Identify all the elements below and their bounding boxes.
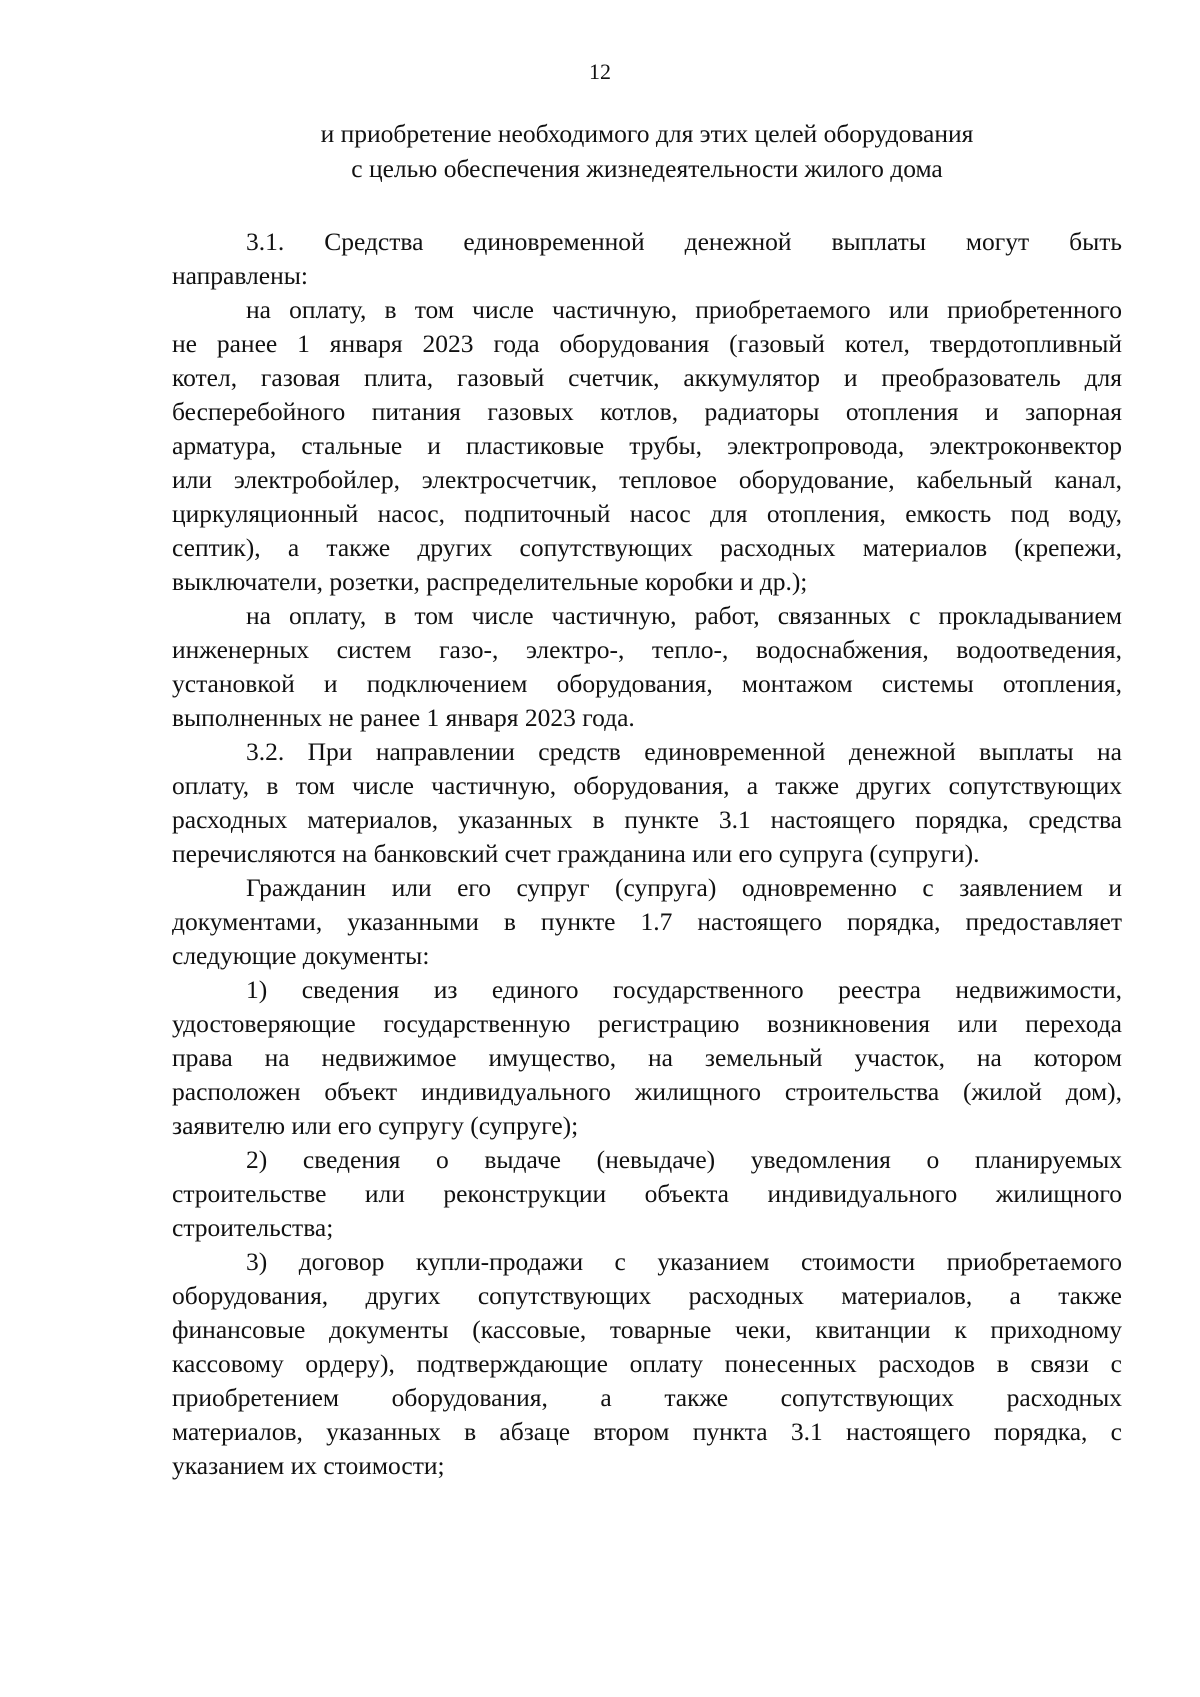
text-line: расходных материалов, указанных в пункте 3.1 настоящего порядка, средства [172, 805, 1122, 834]
document-body [172, 225, 1122, 1483]
text-line: права на недвижимое имущество, на земельный участок, на котором [172, 1043, 1122, 1072]
text-line: бесперебойного питания газовых котлов, радиаторы отопления и запорная [172, 397, 1122, 426]
page-number: 12 [589, 59, 611, 84]
text-line: кассовому ордеру), подтверждающие оплату понесенных расходов в связи с [172, 1349, 1122, 1378]
list-item-3 [172, 1245, 1122, 1483]
text-line: строительства; [172, 1213, 334, 1242]
text-line: оплату, в том числе частичную, оборудования, а также других сопутствующих [172, 771, 1122, 800]
text-line: материалов, указанных в абзаце втором пункта 3.1 настоящего порядка, с [172, 1417, 1122, 1446]
text-line: 3.2. При направлении средств единовременной денежной выплаты на [246, 737, 1122, 766]
paragraph-3-2 [172, 735, 1122, 871]
section-heading [172, 116, 1122, 186]
text-line: строительстве или реконструкции объекта индивидуального жилищного [172, 1179, 1122, 1208]
text-line: установкой и подключением оборудования, монтажом системы отопления, [172, 669, 1122, 698]
text-line: документами, указанными в пункте 1.7 настоящего порядка, предоставляет [172, 907, 1122, 936]
text-line: на оплату, в том числе частичную, приобретаемого или приобретенного [246, 295, 1122, 324]
paragraph-works-payment [172, 599, 1122, 735]
text-line: циркуляционный насос, подпиточный насос для отопления, емкость под воду, [172, 499, 1122, 528]
paragraph-equipment-payment [172, 293, 1122, 599]
text-line: 3) договор купли-продажи с указанием стоимости приобретаемого [246, 1247, 1122, 1276]
text-line: котел, газовая плита, газовый счетчик, аккумулятор и преобразователь для [172, 363, 1122, 392]
text-line: направлены: [172, 261, 308, 290]
heading-line: с целью обеспечения жизнедеятельности жилого дома [351, 154, 943, 183]
list-item-2 [172, 1143, 1122, 1245]
text-line: 2) сведения о выдаче (невыдаче) уведомления о планируемых [246, 1145, 1122, 1174]
text-line: 1) сведения из единого государственного реестра недвижимости, [246, 975, 1122, 1004]
text-line: оборудования, других сопутствующих расходных материалов, а также [172, 1281, 1122, 1310]
paragraph-documents-intro [172, 871, 1122, 973]
text-line: заявителю или его супругу (супруге); [172, 1111, 579, 1140]
text-line: расположен объект индивидуального жилищного строительства (жилой дом), [172, 1077, 1122, 1106]
text-line: или электробойлер, электросчетчик, тепловое оборудование, кабельный канал, [172, 465, 1122, 494]
text-line: перечисляются на банковский счет гражданина или его супруга (супруги). [172, 839, 980, 868]
text-line: указанием их стоимости; [172, 1451, 445, 1480]
text-line: 3.1. Средства единовременной денежной выплаты могут быть [246, 227, 1122, 256]
text-line: выключатели, розетки, распределительные коробки и др.); [172, 567, 808, 596]
list-item-1 [172, 973, 1122, 1143]
text-line: не ранее 1 января 2023 года оборудования (газовый котел, твердотопливный [172, 329, 1122, 358]
text-line: финансовые документы (кассовые, товарные чеки, квитанции к приходному [172, 1315, 1122, 1344]
heading-line: и приобретение необходимого для этих целей оборудования [320, 119, 974, 148]
text-line: приобретением оборудования, а также сопутствующих расходных [172, 1383, 1122, 1412]
text-line: септик), а также других сопутствующих расходных материалов (крепежи, [172, 533, 1122, 562]
text-line: следующие документы: [172, 941, 430, 970]
text-line: арматура, стальные и пластиковые трубы, электропровода, электроконвектор [172, 431, 1122, 460]
text-line: на оплату, в том числе частичную, работ, связанных с прокладыванием [246, 601, 1122, 630]
paragraph-3-1 [172, 225, 1122, 293]
text-line: Гражданин или его супруг (супруга) одновременно с заявлением и [246, 873, 1122, 902]
text-line: выполненных не ранее 1 января 2023 года. [172, 703, 635, 732]
text-line: инженерных систем газо-, электро-, тепло-, водоснабжения, водоотведения, [172, 635, 1122, 664]
text-line: удостоверяющие государственную регистрацию возникновения или перехода [172, 1009, 1122, 1038]
